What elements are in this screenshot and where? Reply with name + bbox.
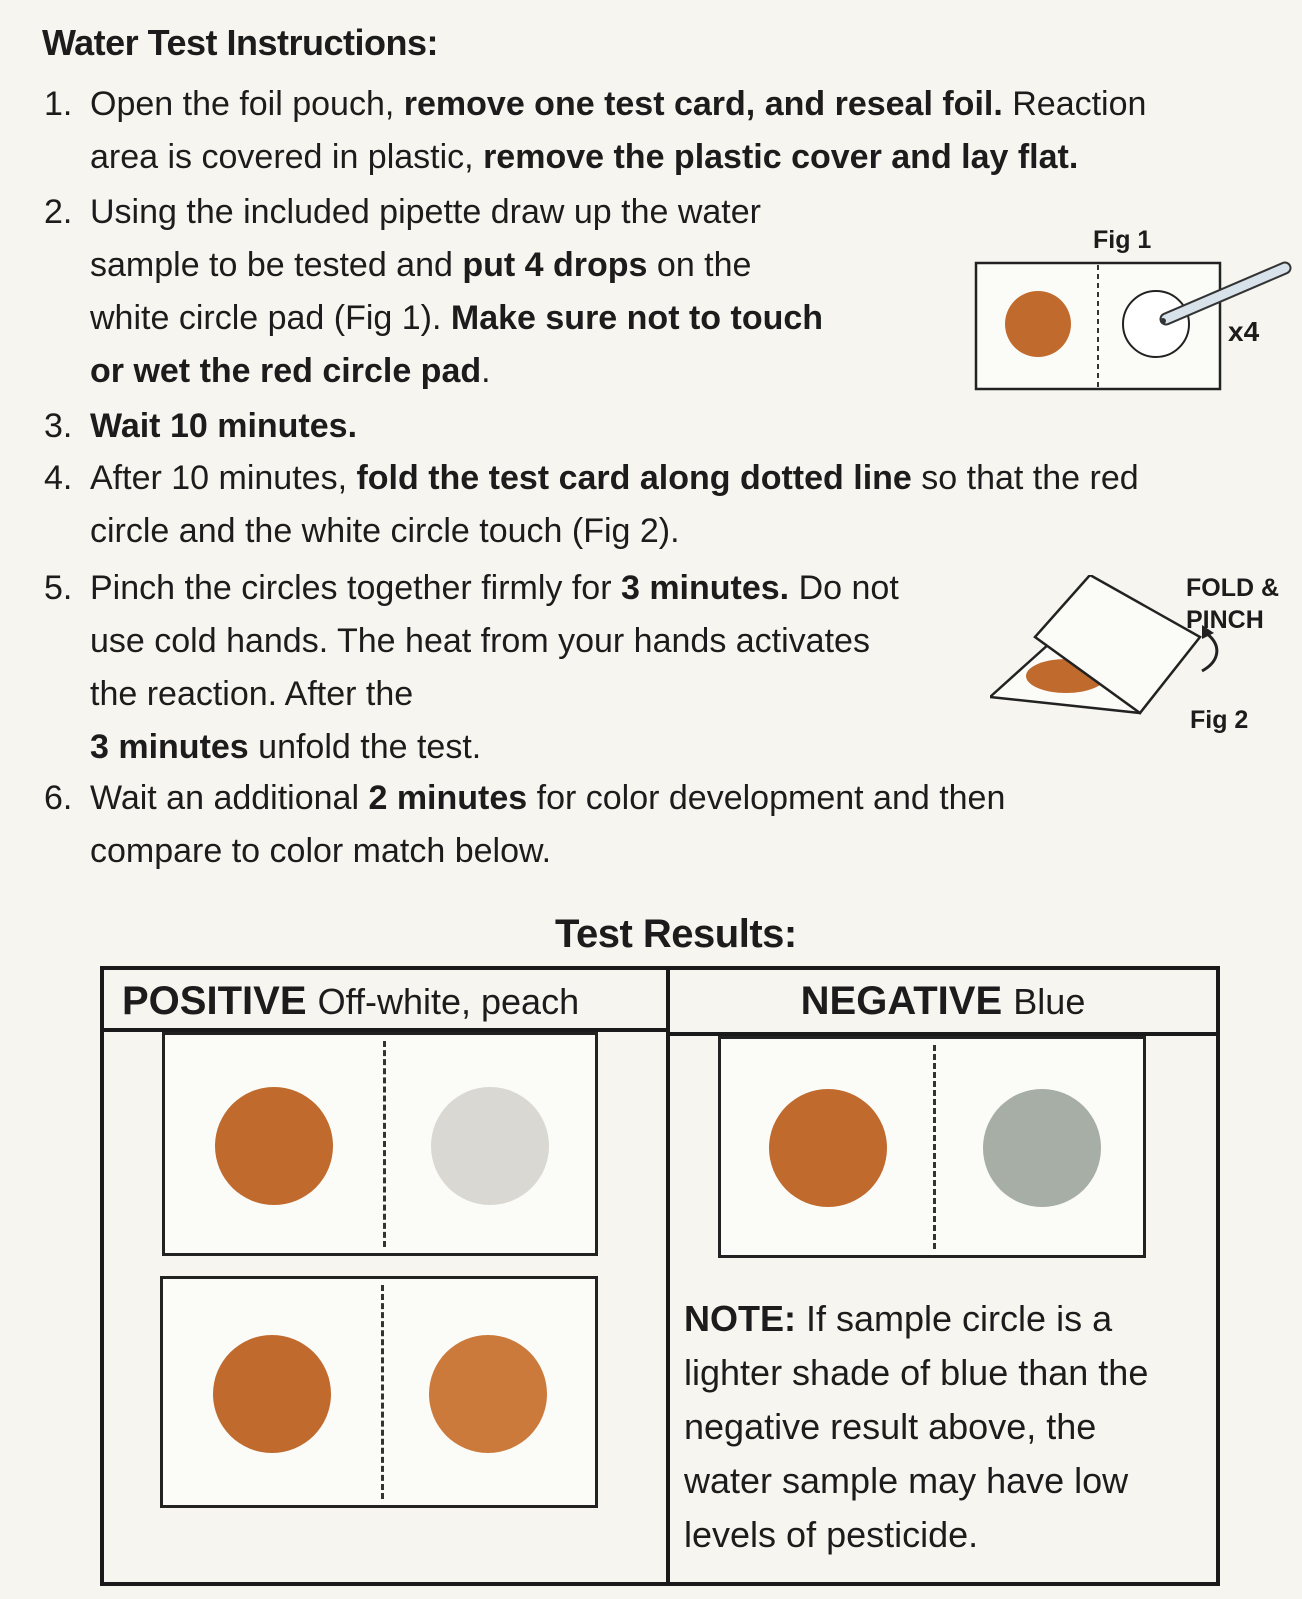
step-text: the reaction. After the <box>90 675 414 713</box>
step-number: 4. <box>44 459 73 497</box>
step-1 <box>44 78 1284 188</box>
step-text: sample to be tested and put 4 drops on the <box>90 246 752 284</box>
step-text: or wet the red circle pad. <box>90 352 491 390</box>
step-text: use cold hands. The heat from your hands activates <box>90 622 870 660</box>
step-number: 6. <box>44 779 73 817</box>
step-2 <box>44 186 944 402</box>
step-text: white circle pad (Fig 1). Make sure not to touch <box>90 299 824 337</box>
step-4 <box>44 452 1284 562</box>
fig2-pinch-text: PINCH <box>1186 606 1264 634</box>
step-text: 3 minutes unfold the test. <box>90 728 482 766</box>
step-5 <box>44 562 1034 778</box>
positive-card-offwhite <box>162 1032 598 1256</box>
step-number: 1. <box>44 85 73 123</box>
fig2-fold-text: FOLD & <box>1186 574 1280 602</box>
results-title: Test Results: <box>555 912 797 956</box>
step-number: 2. <box>44 193 73 231</box>
note-label: NOTE: <box>684 1298 796 1339</box>
red-pad <box>213 1335 331 1453</box>
sample-pad-peach <box>429 1335 547 1453</box>
results-note: NOTE: If sample circle is a lighter shade of blue than the negative result above, the water sample may have low levels of pesticide. <box>684 1298 1149 1555</box>
fold-arrow-icon <box>1202 633 1217 671</box>
sample-pad-offwhite <box>431 1087 549 1205</box>
column-divider <box>666 970 670 1582</box>
fig1-red-pad <box>1005 291 1071 357</box>
fig1-drop-count: x4 <box>1228 316 1260 347</box>
sample-pad-blue <box>983 1089 1101 1207</box>
positive-card-peach <box>160 1276 598 1508</box>
red-pad <box>215 1087 333 1205</box>
fig1-label: Fig 1 <box>1093 226 1152 254</box>
fig2-label: Fig 2 <box>1190 706 1249 734</box>
step-number: 3. <box>44 407 73 445</box>
negative-card-blue <box>718 1036 1146 1258</box>
fold-line <box>381 1285 384 1499</box>
step-text: Wait 10 minutes. <box>90 407 358 445</box>
step-6 <box>44 772 1244 882</box>
step-number: 5. <box>44 569 73 607</box>
step-text: circle and the white circle touch (Fig 2). <box>90 512 680 550</box>
negative-header: NEGATIVE Blue <box>670 970 1216 1036</box>
positive-header: POSITIVE Off-white, peach <box>104 970 666 1032</box>
fig1-white-pad <box>1123 291 1189 357</box>
step-3 <box>44 400 644 453</box>
red-pad <box>769 1089 887 1207</box>
step-text: After 10 minutes, fold the test card along dotted line so that the red <box>90 459 1139 497</box>
instructions-title: Water Test Instructions: <box>42 22 439 63</box>
step-text: compare to color match below. <box>90 832 552 870</box>
fold-line <box>383 1041 386 1247</box>
step-text: area is covered in plastic, remove the plastic cover and lay flat. <box>90 138 1079 176</box>
step-text: Using the included pipette draw up the water <box>90 193 761 231</box>
step-text: Pinch the circles together firmly for 3 minutes. Do not <box>90 569 899 607</box>
step-text: Open the foil pouch, remove one test card, and reseal foil. Reaction <box>90 85 1147 123</box>
fold-line <box>933 1045 936 1249</box>
step-text: Wait an additional 2 minutes for color development and then <box>90 779 1006 817</box>
